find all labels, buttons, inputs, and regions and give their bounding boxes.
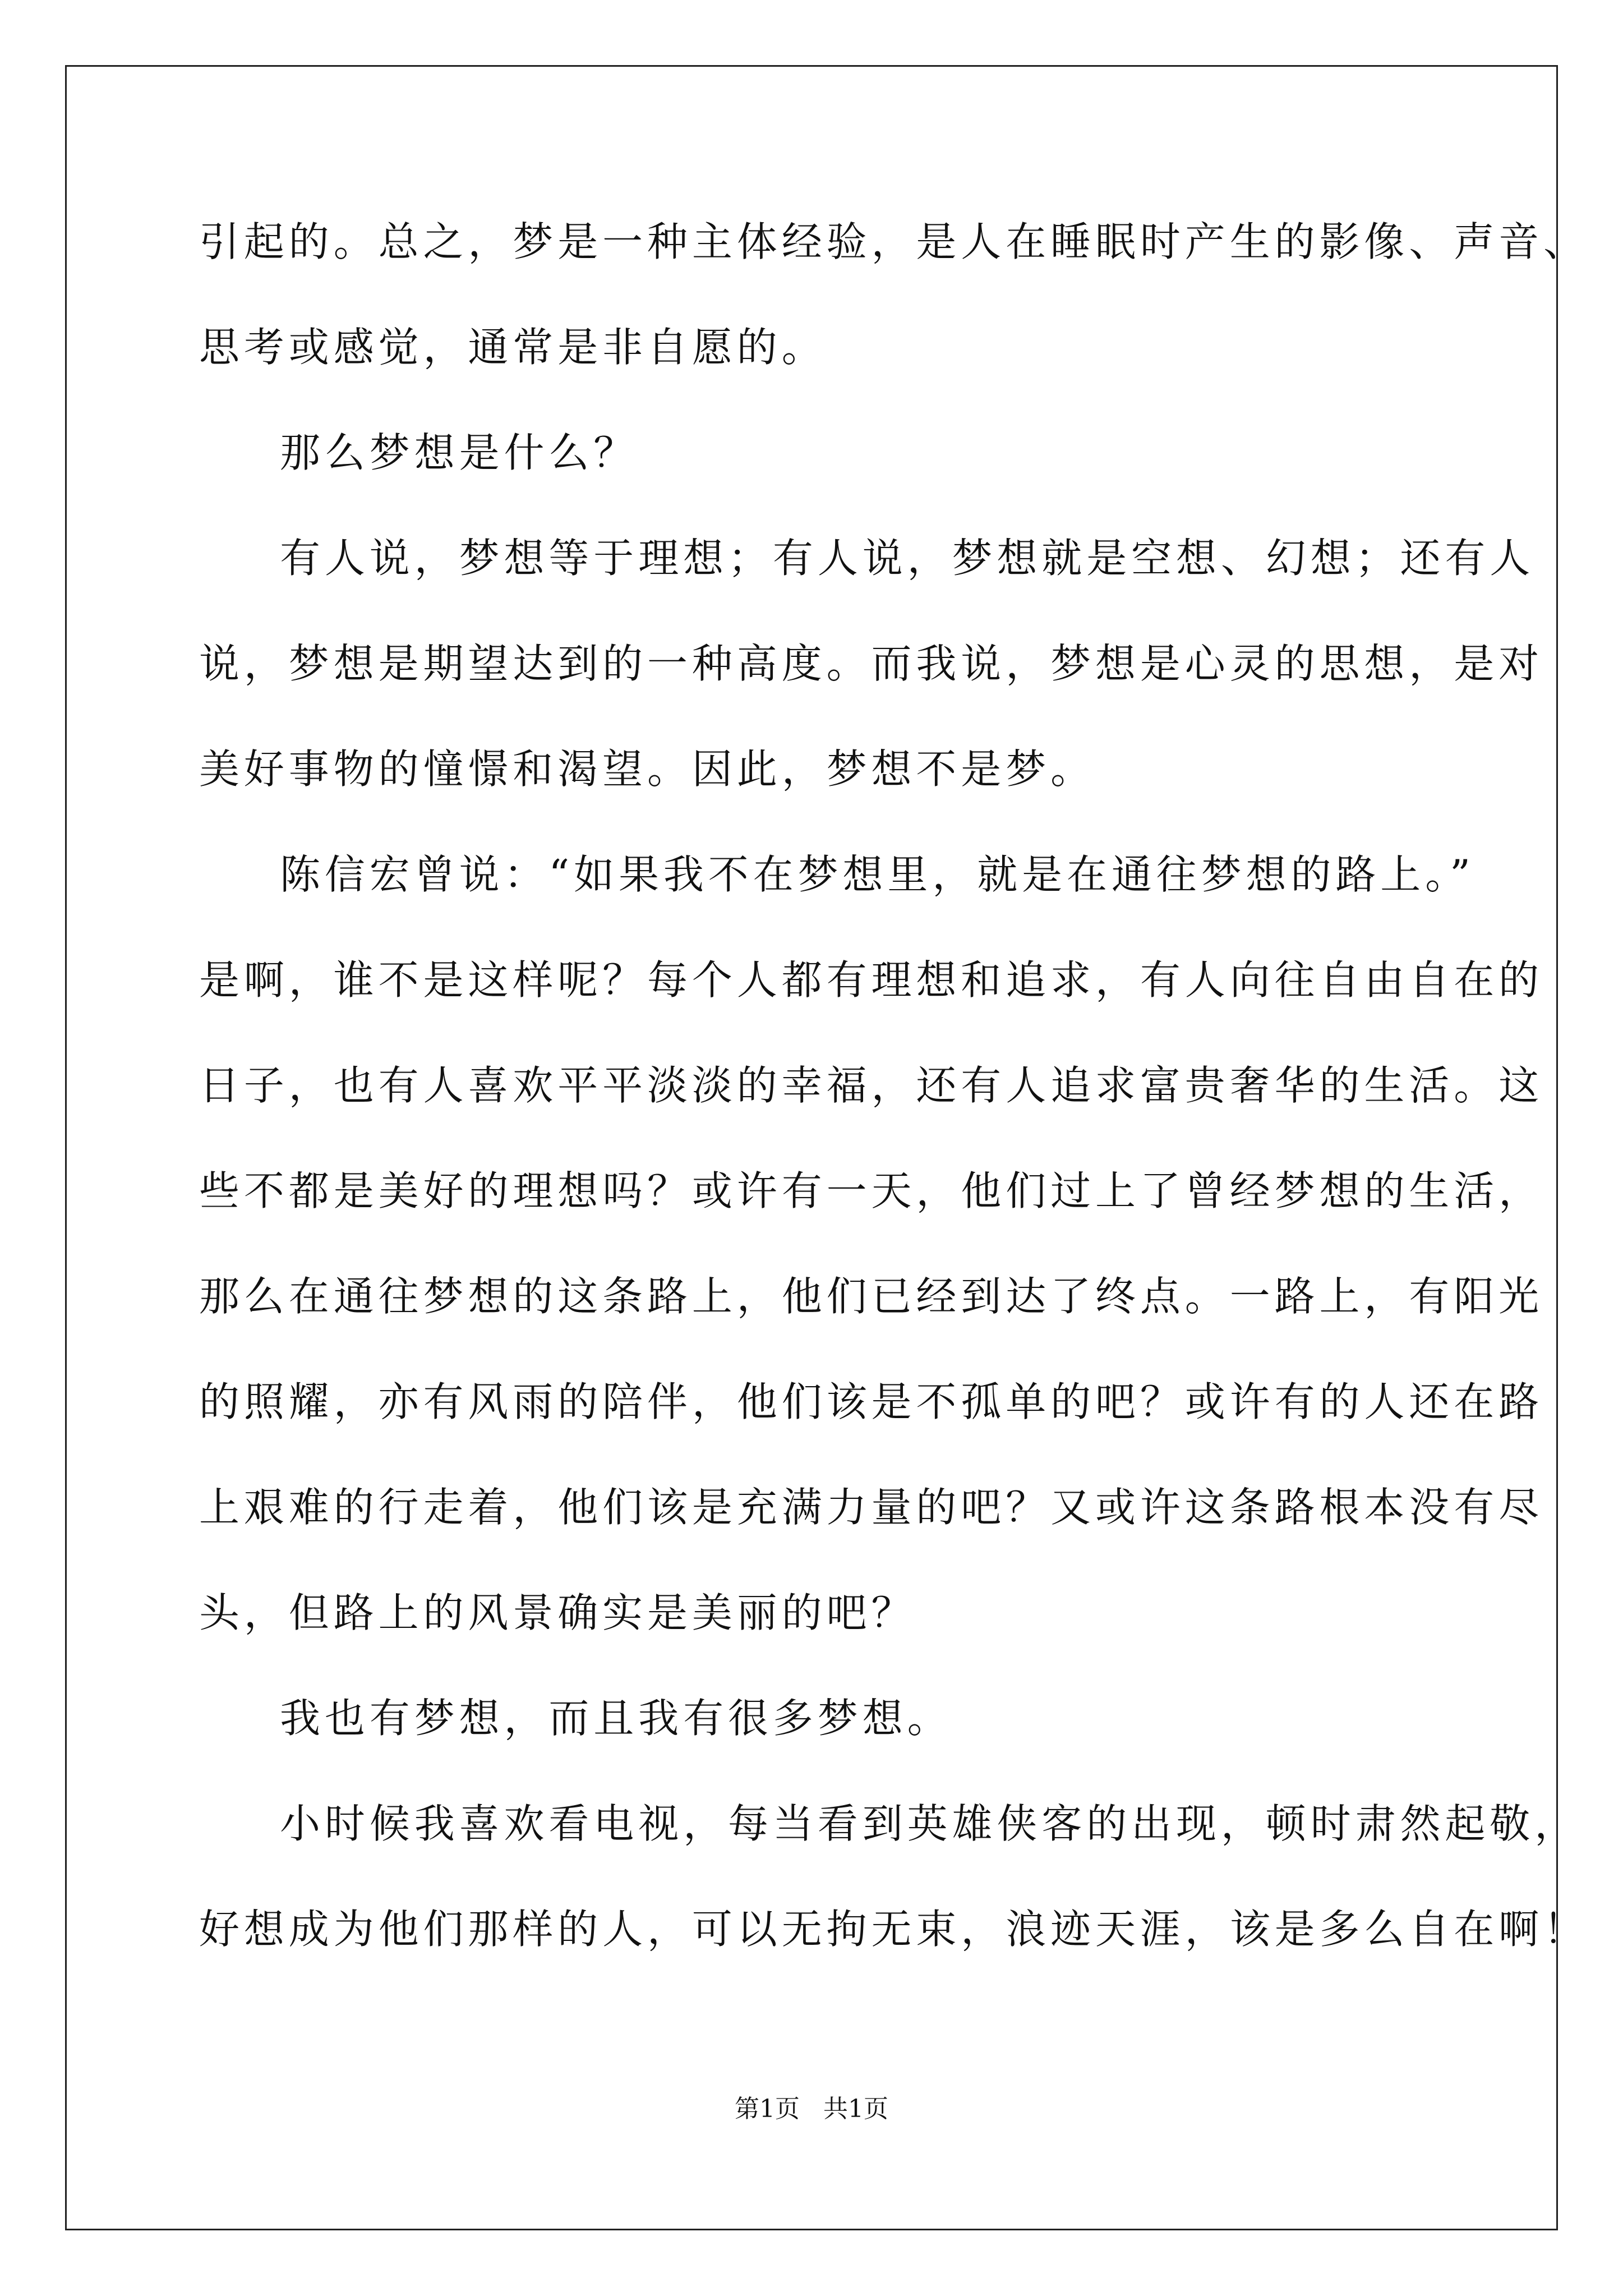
paragraph-first-line: 陈信宏曾说：“如果我不在梦想里，就是在通往梦想的路上。” bbox=[280, 851, 1475, 898]
text-line: 思考或感觉，通常是非自愿的。 bbox=[199, 324, 827, 371]
text-line: 的照耀，亦有风雨的陪伴，他们该是不孤单的吧？或许有的人还在路 bbox=[199, 1378, 1544, 1425]
paragraph-first-line: 我也有梦想，而且我有很多梦想。 bbox=[280, 1695, 952, 1742]
text-line: 上艰难的行走着，他们该是充满力量的吧？又或许这条路根本没有尽 bbox=[199, 1484, 1544, 1531]
paragraph-first-line: 小时候我喜欢看电视，每当看到英雄侠客的出现，顿时肃然起敬， bbox=[280, 1800, 1580, 1847]
text-line: 那么在通往梦想的这条路上，他们已经到达了终点。一路上，有阳光 bbox=[199, 1273, 1544, 1320]
text-line: 日子，也有人喜欢平平淡淡的幸福，还有人追求富贵奢华的生活。这 bbox=[199, 1062, 1544, 1109]
document-body bbox=[199, 199, 1588, 1992]
paragraph-first-line: 那么梦想是什么？ bbox=[280, 429, 639, 476]
text-line: 些不都是美好的理想吗？或许有一天，他们过上了曾经梦想的生活， bbox=[199, 1167, 1544, 1214]
page-footer: 第1页 共1页 bbox=[735, 2095, 888, 2123]
text-line: 是啊，谁不是这样呢？每个人都有理想和追求，有人向往自由自在的 bbox=[199, 956, 1544, 1004]
text-line: 美好事物的憧憬和渴望。因此，梦想不是梦。 bbox=[199, 746, 1096, 793]
paragraph-first-line: 有人说，梦想等于理想；有人说，梦想就是空想、幻想；还有人 bbox=[280, 535, 1535, 582]
text-line: 好想成为他们那样的人，可以无拘无束，浪迹天涯，该是多么自在啊！ bbox=[199, 1906, 1588, 1953]
text-line: 引起的。总之，梦是一种主体经验，是人在睡眠时产生的影像、声音、 bbox=[199, 218, 1588, 265]
text-line: 说，梦想是期望达到的一种高度。而我说，梦想是心灵的思想，是对 bbox=[199, 640, 1544, 687]
text-line: 头，但路上的风景确实是美丽的吧？ bbox=[199, 1589, 916, 1636]
